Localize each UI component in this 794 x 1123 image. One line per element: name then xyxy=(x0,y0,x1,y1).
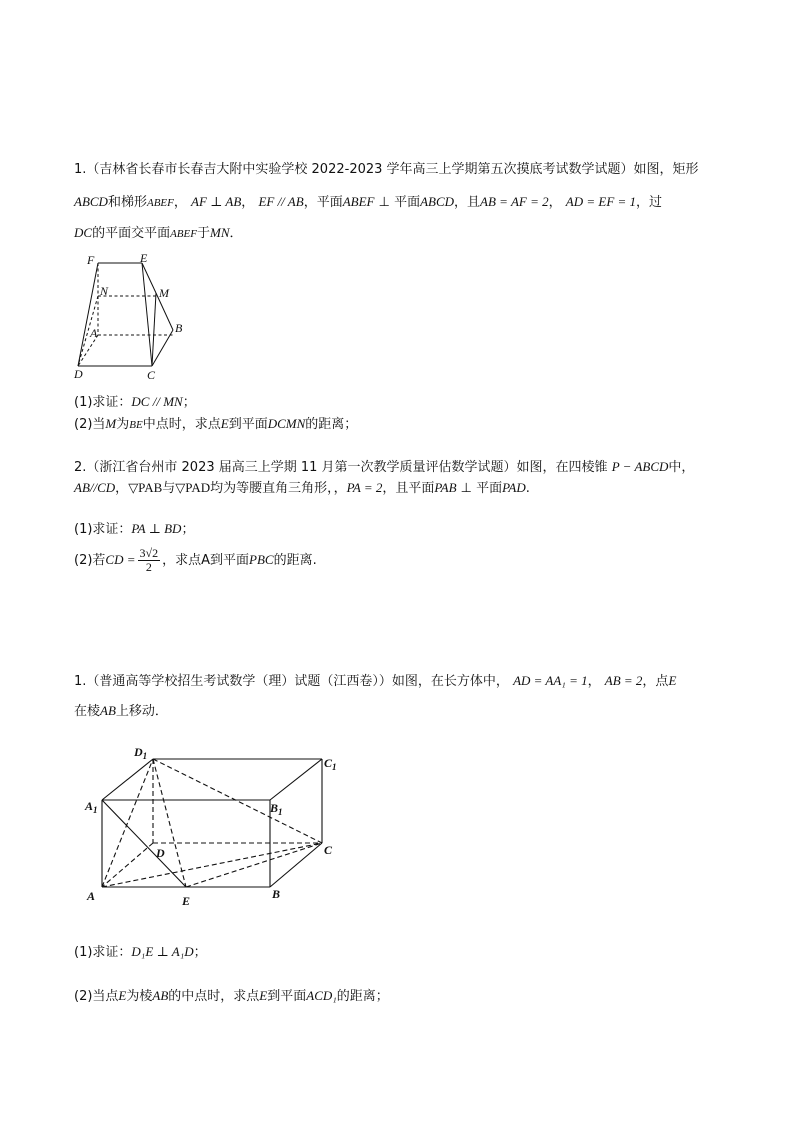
q3-text: 的中点时，求点 xyxy=(168,989,260,1004)
q1-text: ABCD xyxy=(420,194,455,209)
q3-figure-cuboid xyxy=(82,740,352,910)
q1-part2 xyxy=(74,415,357,434)
q3-text: ； xyxy=(193,945,207,960)
q2-source: （浙江省台州市 2023 届高三上学期 11 月第一次教学质量评估数学试题）如图，在四棱锥 xyxy=(86,460,608,475)
q1-text: (2)当 xyxy=(74,417,106,432)
q1-text: DC // MN xyxy=(131,394,183,409)
q2-text: ，且平面 xyxy=(382,481,435,496)
q1-text: ， xyxy=(548,195,562,210)
q2-fraction xyxy=(138,547,161,574)
q3-text: E xyxy=(259,988,268,1003)
q2-text: ⊥ 平面 xyxy=(456,481,503,496)
q3-line2 xyxy=(74,702,168,721)
fig3-label-b: B xyxy=(272,887,281,901)
q1-figure-frustum xyxy=(70,250,200,385)
q1-text: DC xyxy=(74,225,93,240)
fig3-label-a1: $A_1$ xyxy=(85,799,98,815)
q2-text: PA = 2 xyxy=(346,480,383,495)
q3-text: AB = 2 xyxy=(604,673,643,688)
q1-text: E xyxy=(220,416,229,431)
q2-text: (1)求证： xyxy=(74,522,132,537)
q2-line2 xyxy=(74,479,530,498)
fig1-label-d: D xyxy=(74,367,83,381)
q2-text: ▽PAD xyxy=(175,480,211,495)
q1-text: ， xyxy=(241,195,255,210)
q3-source: （普通高等学校招生考试数学（理）试题（江西卷））如图，在长方体中， xyxy=(86,674,509,689)
q2-text: 中， xyxy=(668,460,695,475)
q2-text: P − ABCD xyxy=(611,459,669,474)
fig3-label-d: D xyxy=(156,846,165,860)
fig3-label-d1: $D_1$ xyxy=(134,745,148,761)
q2-text: PAD xyxy=(502,480,526,495)
q3-text: (2)当点 xyxy=(74,989,119,1004)
q1-text: BE xyxy=(129,419,143,431)
q2-text: 与 xyxy=(162,481,176,496)
q2-text: 的距离. xyxy=(273,553,317,568)
q1-text: 于 xyxy=(196,226,210,241)
q1-text: (1)求证： xyxy=(74,395,132,410)
q3-text: (1)求证： xyxy=(74,945,132,960)
q1-text: 到平面 xyxy=(228,417,268,432)
q3-text: 为棱 xyxy=(126,989,153,1004)
q3-text: ， xyxy=(587,674,601,689)
q3-text: 到平面 xyxy=(267,989,307,1004)
fig1-label-n: N xyxy=(100,284,109,298)
q1-text: AD = EF = 1 xyxy=(565,194,637,209)
fig1-label-e: E xyxy=(140,251,148,265)
q1-text: ； xyxy=(182,395,196,410)
fig1-label-b: B xyxy=(175,321,183,335)
q3-text: 上移动． xyxy=(115,704,168,719)
q2-part2 xyxy=(74,545,317,576)
q1-text: ． xyxy=(229,226,243,241)
q3-text: ，点 xyxy=(642,674,669,689)
fig3-label-c: C xyxy=(324,843,333,857)
q3-part1 xyxy=(74,943,207,962)
q2-fraction-den: 2 xyxy=(145,560,152,574)
q1-text: ，平面 xyxy=(303,195,343,210)
q3-text: E xyxy=(118,988,127,1003)
fig1-label-a: A xyxy=(90,326,98,340)
fig3-label-c1: $C_1$ xyxy=(324,756,337,772)
q3-text: AD = AA₁ = 1 xyxy=(513,673,588,688)
q3-text: E xyxy=(668,673,677,688)
q1-number: 1. xyxy=(74,162,87,177)
q2-text: (2)若 xyxy=(74,553,106,568)
q1-text: AF ⊥ AB xyxy=(191,194,242,209)
fig3-label-b1: $B_1$ xyxy=(270,801,283,817)
q3-text: AB xyxy=(152,988,169,1003)
q2-text: ▽PAB xyxy=(128,480,163,495)
q2-text: CD = xyxy=(105,552,136,567)
fig3-label-a: A xyxy=(87,889,96,903)
q2-text: . xyxy=(525,481,530,496)
q2-line1 xyxy=(74,458,694,477)
q1-source: （吉林省长春市长春吉大附中实验学校 2022-2023 学年高三上学期第五次摸底考试数学试题）如图，矩形 xyxy=(86,162,699,177)
q1-line1 xyxy=(74,161,699,179)
q1-text: 中点时，求点 xyxy=(142,417,221,432)
fig1-label-f: F xyxy=(87,253,95,267)
q2-text: AB//CD xyxy=(74,480,116,495)
fig3-label-e: E xyxy=(182,894,191,908)
q3-text: 在棱 xyxy=(74,704,101,719)
q1-text: 和梯形 xyxy=(107,195,147,210)
q1-text: M xyxy=(105,416,117,431)
q1-text: AB = AF = 2 xyxy=(480,194,549,209)
q1-text: ，过 xyxy=(636,195,663,210)
q1-line2 xyxy=(74,193,662,212)
q1-text: EF // AB xyxy=(258,194,304,209)
q1-text: ABEF xyxy=(342,194,375,209)
q1-text: MN xyxy=(209,225,230,240)
fig1-label-m: M xyxy=(159,286,169,300)
q2-text: PBC xyxy=(249,552,274,567)
q3-line1 xyxy=(74,672,676,691)
q1-text: ，且 xyxy=(454,195,481,210)
q3-text: AB xyxy=(100,703,116,718)
q1-text: 的平面交平面 xyxy=(92,226,171,241)
q1-part1 xyxy=(74,393,196,412)
q2-part1 xyxy=(74,520,194,539)
q3-text: 的距离； xyxy=(336,989,389,1004)
q2-text: ，求点A到平面 xyxy=(162,553,250,568)
q2-number: 2. xyxy=(74,460,87,475)
q1-text: ABEF xyxy=(170,228,197,240)
q2-text: ， xyxy=(115,481,129,496)
q1-text: ABEF xyxy=(146,197,174,209)
q2-text: PAB xyxy=(434,480,457,495)
q1-text: ABCD xyxy=(74,194,108,209)
q1-line3 xyxy=(74,224,243,243)
q1-text: 的距离； xyxy=(305,417,358,432)
q3-number: 1. xyxy=(74,674,87,689)
q1-text: 为 xyxy=(116,417,130,432)
q2-fraction-num: 3√2 xyxy=(139,546,159,560)
q1-text: ⊥ 平面 xyxy=(374,195,421,210)
q3-part2 xyxy=(74,987,389,1006)
fig1-label-c: C xyxy=(147,368,156,382)
q2-text: ； xyxy=(181,522,195,537)
q3-text: D₁E ⊥ A₁D xyxy=(131,944,194,959)
q3-text: ACD₁ xyxy=(306,988,337,1003)
q2-text: 均为等腰直角三角形，， xyxy=(210,481,347,496)
q2-text: PA ⊥ BD xyxy=(131,521,182,536)
q1-text: ， xyxy=(173,195,187,210)
q1-text: DCMN xyxy=(267,416,306,431)
